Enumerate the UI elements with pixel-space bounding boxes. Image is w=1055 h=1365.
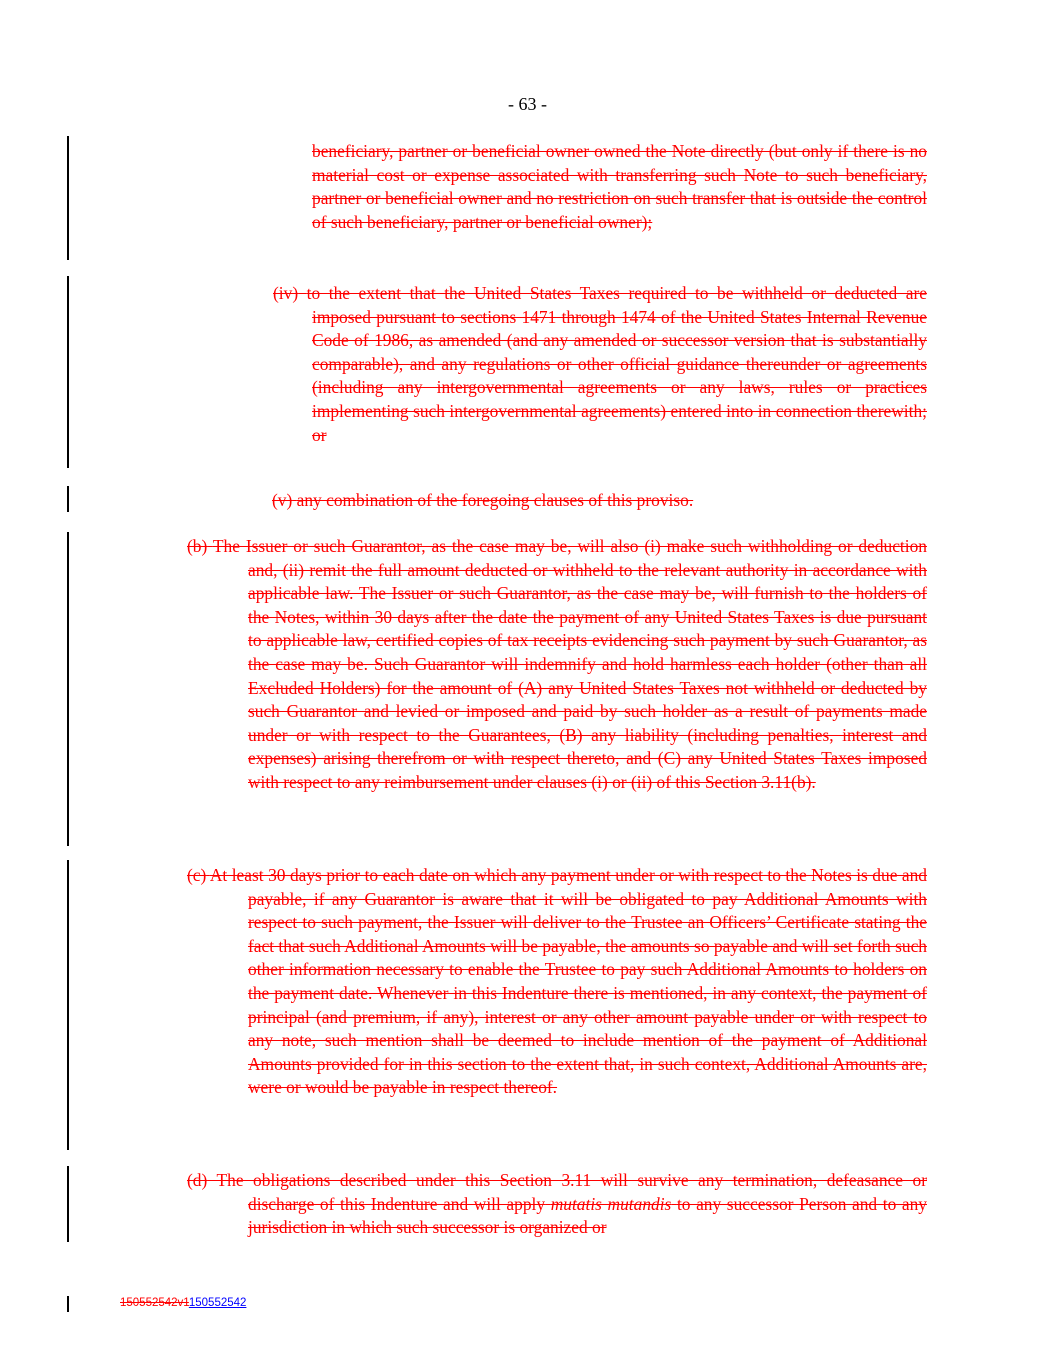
paragraph-iv bbox=[273, 282, 927, 447]
change-bar bbox=[67, 276, 69, 468]
inserted-doc-id: 150552542 bbox=[188, 1297, 247, 1309]
paragraph-text: The obligations described under this Section 3.11 will survive any termination, defeasance or discharge of this Indenture and will apply bbox=[216, 1170, 927, 1214]
clause-label: (v) bbox=[272, 490, 293, 510]
change-bar bbox=[67, 1166, 69, 1242]
change-bar bbox=[67, 860, 69, 1150]
clause-label: (b) bbox=[187, 536, 208, 556]
paragraph-c bbox=[187, 864, 928, 1100]
paragraph-text: any combination of the foregoing clauses of this proviso. bbox=[296, 490, 694, 510]
paragraph-text: to any successor Person and to any jurisdiction in which such successor is organized or bbox=[248, 1193, 927, 1238]
clause-label: (iv) bbox=[273, 283, 299, 303]
page-number: - 63 - bbox=[508, 94, 547, 114]
deleted-doc-id: 150552542v1 bbox=[120, 1297, 189, 1309]
paragraph-b bbox=[187, 535, 927, 795]
paragraph-text: beneficiary, partner or beneficial owner owned the Note directly (but only if there is no material cost or expense associated with transferring such Note to such beneficiary, partner or beneficial owner and no restriction on such transfer that is outside the control of such beneficiary, partner or beneficial owner); bbox=[312, 141, 927, 232]
paragraph-d bbox=[187, 1169, 927, 1240]
paragraph-text: At least 30 days prior to each date on which any payment under or with respect to the Notes is due and payable, if any Guarantor is aware that it will be obligated to pay Additional Amounts with respect to such payment, the Issuer will deliver to the Trustee an Officers’ Certificate stating the fact that such Additional Amounts will be payable, the amounts so payable and will set forth such other information necessary to enable the Trustee to pay such Additional Amounts to holders on the payment date. Whenever in this Indenture there is mentioned, in any context, the payment of principal (and premium, if any), interest or any other amount payable under or with respect to any note, such mention shall be deemed to include mention of the payment of Additional Amounts provided for in this section to the extent that, in such context, Additional Amounts are, were or would be payable in respect thereof. bbox=[209, 865, 928, 1098]
paragraph-text: to the extent that the United States Taxes required to be withheld or deducted are imposed pursuant to sections 1471 through 1474 of the United States Internal Revenue Code of 1986, as amended (and any amended or successor version that is substantially comparable), and any regulations or other official guidance thereunder or agreements (including any intergovernmental agreements or any laws, rules or practices implementing such intergovernmental agreements) entered into in connection therewith; or bbox=[306, 283, 927, 445]
document-id-footer bbox=[120, 1297, 246, 1309]
change-bar bbox=[67, 136, 69, 260]
clause-label: (d) bbox=[187, 1170, 208, 1190]
paragraph-text: The Issuer or such Guarantor, as the case may be, will also (i) make such withholding or deduction and, (ii) remit the full amount deducted or withheld to the relevant authority in accordance with applicable law. The Issuer or such Guarantor, as the case may be, will furnish to the holders of the Notes, within 30 days after the date the payment of any United States Taxes is due pursuant to applicable law, certified copies of tax receipts evidencing such payment by such Guarantor, as the case may be. Such Guarantor will indemnify and hold harmless each holder (other than all Excluded Holders) for the amount of (A) any United States Taxes not withheld or deducted by such Guarantor and levied or imposed and paid by such holder as a result of payments made under or with respect to the Guarantees, (B) any liability (including penalties, interest and expenses) arising therefrom or with respect thereto, and (C) any United States Taxes imposed with respect to any reimbursement under clauses (i) or (ii) of this Section 3.11(b). bbox=[212, 536, 927, 792]
change-bar bbox=[67, 532, 69, 846]
paragraph-v bbox=[272, 489, 927, 513]
latin-phrase: mutatis mutandis bbox=[550, 1193, 672, 1214]
change-bar bbox=[67, 1296, 69, 1312]
paragraph-iii-continuation bbox=[312, 140, 927, 234]
clause-label: (c) bbox=[187, 865, 207, 885]
change-bar bbox=[67, 486, 69, 512]
